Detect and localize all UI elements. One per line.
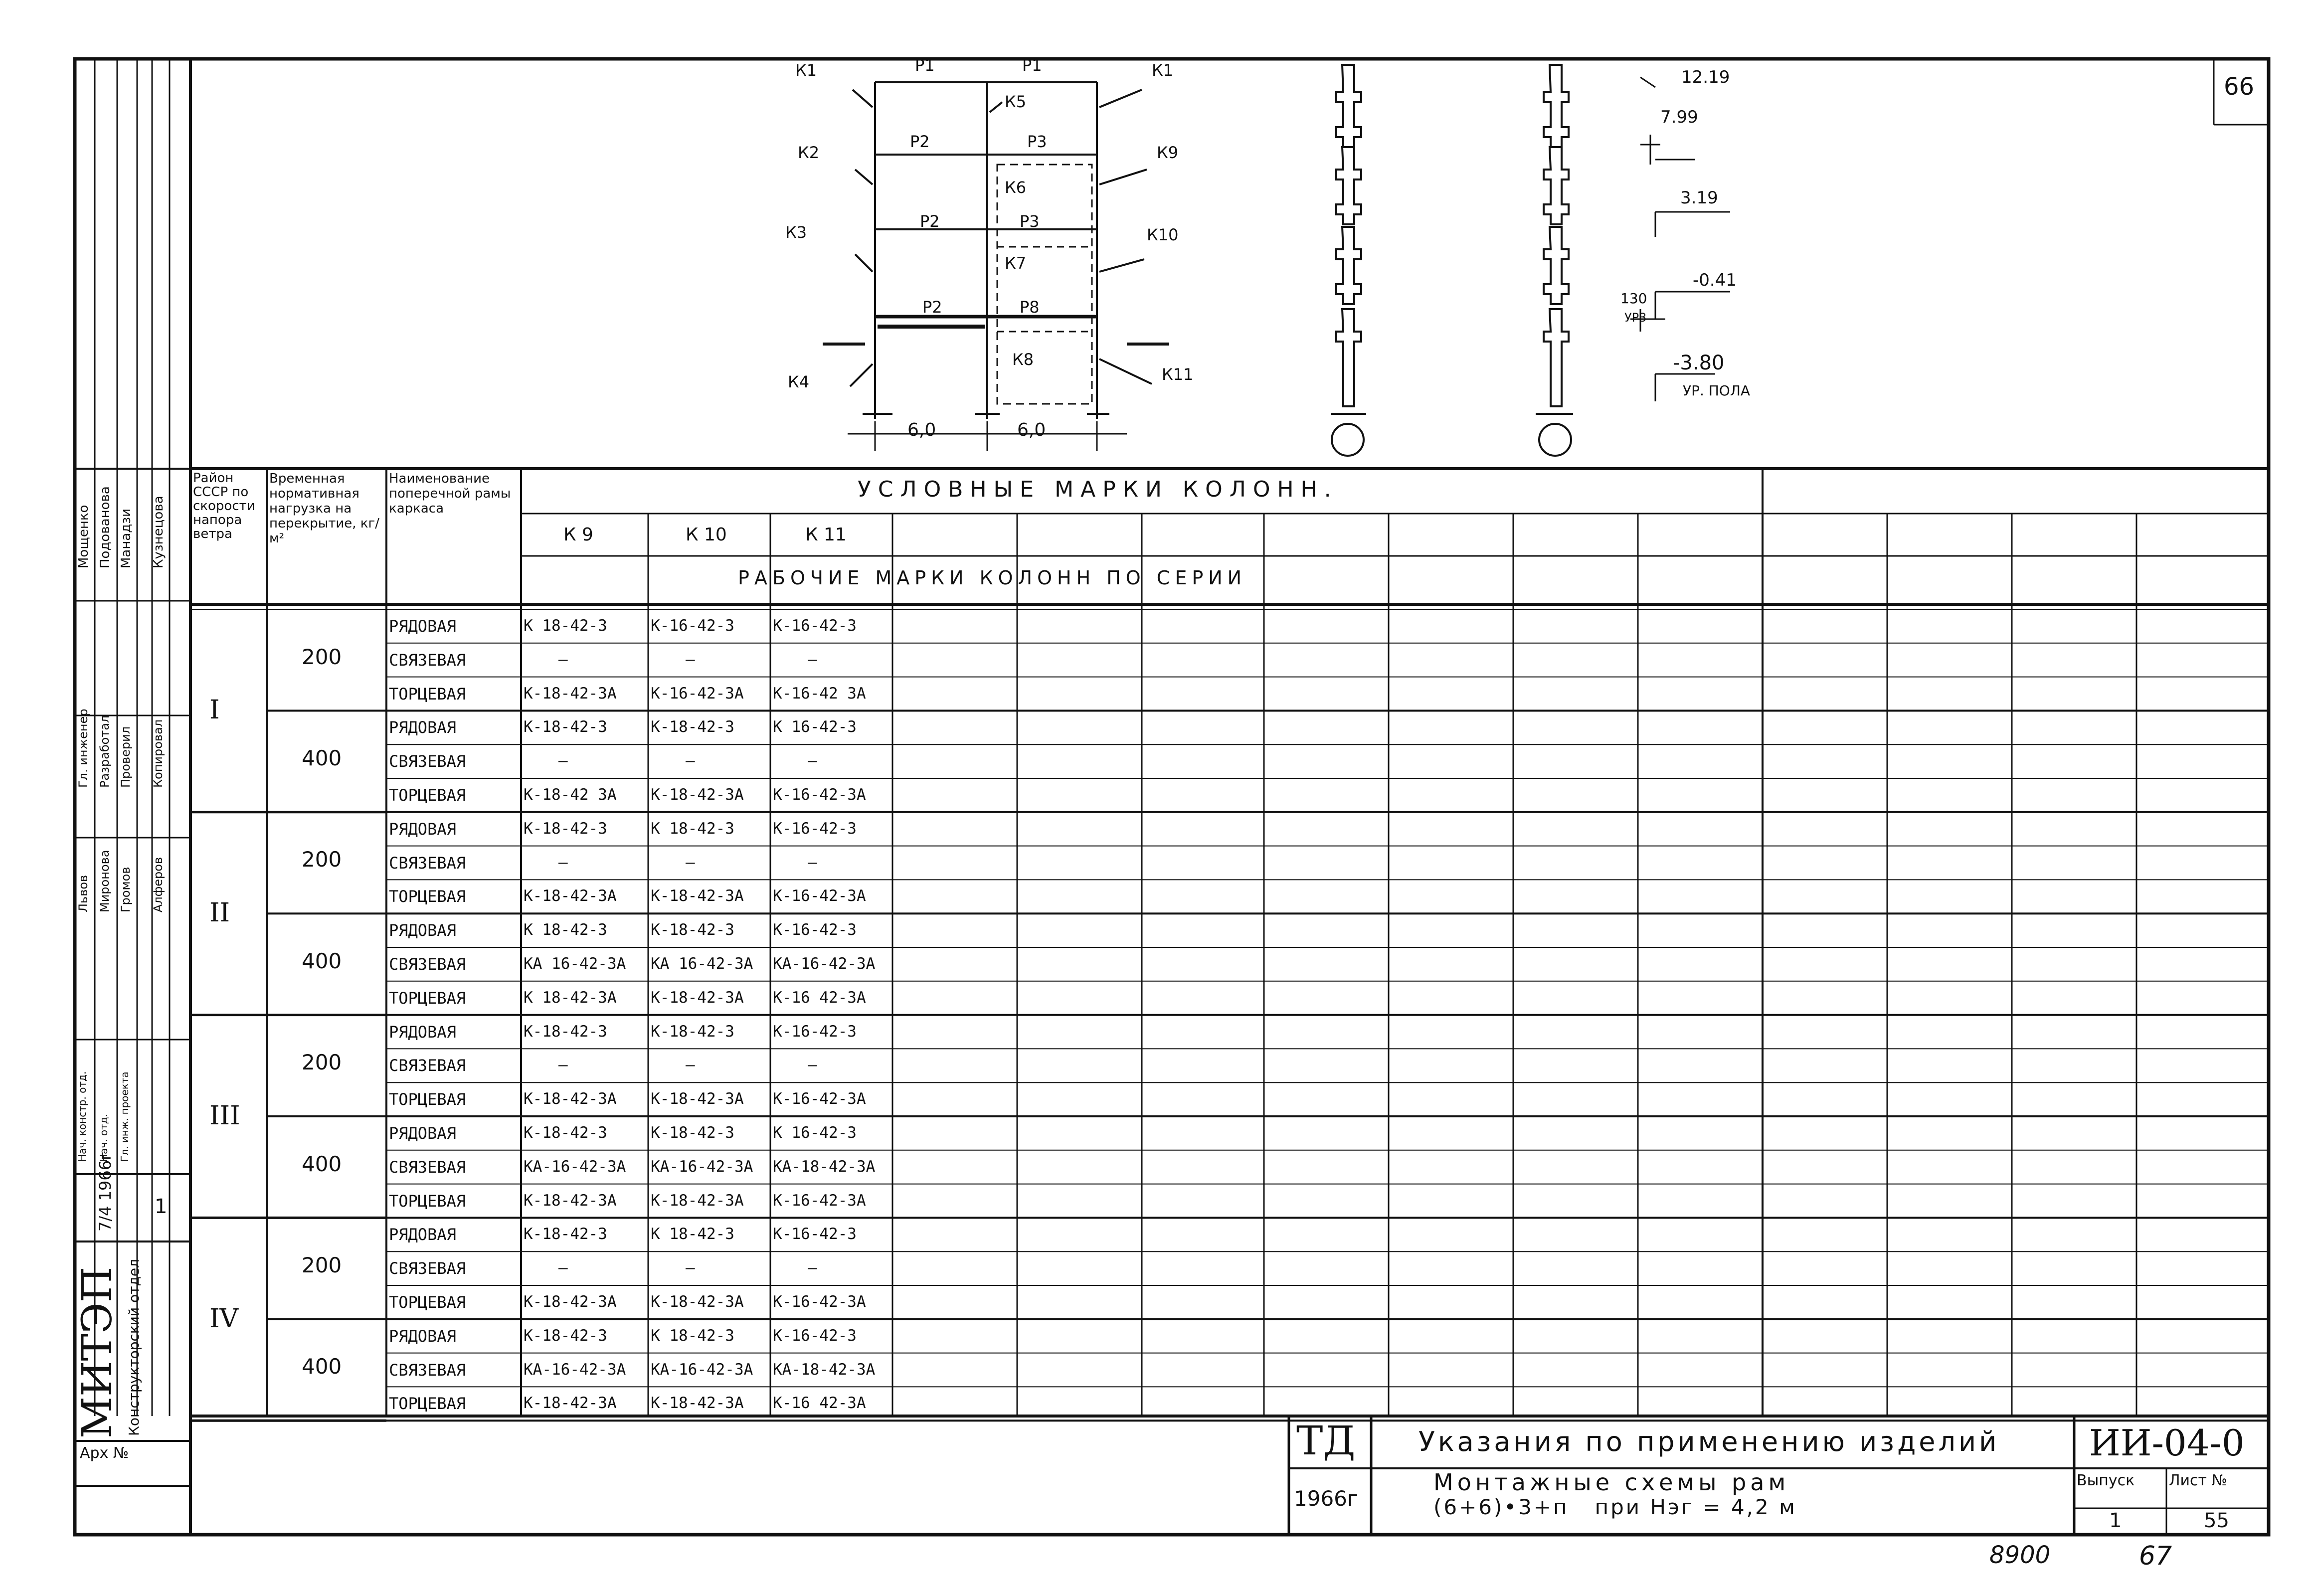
frame-type-cell: СВЯЗЕВАЯ — [389, 1157, 466, 1177]
diagram-label: К8 — [1012, 350, 1034, 369]
column-mark-cell: К-18-42-3А — [651, 988, 744, 1007]
column-mark-cell: К-18-42-3А — [651, 1090, 744, 1108]
frame-type-cell: ТОРЦЕВАЯ — [389, 1090, 466, 1109]
frame-type-cell: РЯДОВАЯ — [389, 1124, 456, 1143]
issue-label: Выпуск — [2077, 1472, 2135, 1489]
column-mark-cell: КА-16-42-3А — [651, 1360, 753, 1379]
column-mark-cell: К-18-42 3А — [524, 786, 617, 804]
header-conditional-marks: УСЛОВНЫЕ МАРКИ КОЛОНН. — [858, 477, 1338, 502]
elevation-minus-0-41: -0.41 — [1693, 270, 1737, 290]
frame-type-cell: ТОРЦЕВАЯ — [389, 1191, 466, 1211]
header-region: Район СССР по скорости напора ветра — [193, 471, 255, 541]
approval-date: 7/4 1966г — [96, 1152, 115, 1232]
column-mark-cell: — — [558, 752, 568, 770]
column-mark-cell: — — [558, 853, 568, 872]
diagram-label: Р2 — [910, 132, 930, 151]
column-mark-cell: КА-16-42-3А — [773, 955, 876, 973]
diagram-label: К11 — [1162, 365, 1194, 384]
document-subtitle: Монтажные схемы рам — [1433, 1469, 1790, 1496]
footer-number-left: 8900 — [1989, 1541, 2051, 1569]
diagram-label: Р8 — [1020, 298, 1040, 317]
column-mark-cell: — — [808, 1056, 817, 1074]
signer-role: Проверил — [119, 726, 133, 788]
diagram-label: К3 — [785, 223, 807, 242]
load-value: 400 — [302, 948, 342, 973]
signer-role: Разработал — [98, 715, 112, 788]
column-mark-cell: — — [686, 1056, 695, 1074]
wind-region: III — [209, 1100, 240, 1131]
frame-type-cell: РЯДОВАЯ — [389, 1225, 456, 1244]
frame-type-cell: СВЯЗЕВАЯ — [389, 1259, 466, 1278]
frame-type-cell: СВЯЗЕВАЯ — [389, 853, 466, 873]
column-mark-cell: К-18-42-3А — [651, 887, 744, 905]
frame-type-cell: ТОРЦЕВАЯ — [389, 1293, 466, 1312]
column-mark-cell: К-18-42-3 — [524, 1225, 607, 1243]
column-mark-cell: КА 16-42-3А — [651, 955, 753, 973]
year-stamp: 1966г — [1294, 1486, 1358, 1511]
diagram-label: Р1 — [915, 56, 935, 75]
column-mark-cell: К-16-42-3А — [773, 1191, 866, 1210]
diagram-label: Р2 — [920, 212, 940, 231]
signer-role: Нач. отд. — [98, 1114, 110, 1162]
column-mark-cell: — — [558, 650, 568, 669]
wind-region: IV — [209, 1303, 239, 1334]
diagram-label: К2 — [798, 143, 820, 162]
load-value: 200 — [302, 644, 342, 669]
column-mark-cell: — — [686, 752, 695, 770]
footer-number-right: 67 — [2139, 1541, 2172, 1571]
column-mark-cell: К-16-42-3 — [773, 921, 857, 939]
load-value: 200 — [302, 1252, 342, 1277]
frame-type-cell: ТОРЦЕВАЯ — [389, 684, 466, 704]
diagram-label: К7 — [1005, 254, 1027, 273]
frame-type-cell: СВЯЗЕВАЯ — [389, 955, 466, 974]
column-mark-cell: К 18-42-3 — [651, 1326, 734, 1345]
frame-type-cell: СВЯЗЕВАЯ — [389, 1360, 466, 1380]
load-value: 200 — [302, 847, 342, 872]
signer-name: Львов — [76, 875, 90, 912]
column-mark-cell: К-18-42-3 — [524, 1326, 607, 1345]
column-mark-cell: КА-18-42-3А — [773, 1360, 876, 1379]
column-mark-cell: К-16 42-3А — [773, 1394, 866, 1413]
column-mark-cell: К-18-42-3 — [651, 718, 734, 736]
header-col-k10: К 10 — [686, 525, 727, 545]
diagram-label: К1 — [795, 61, 817, 80]
column-mark-cell: К-18-42-3А — [524, 887, 617, 905]
diagram-label: Р3 — [1027, 132, 1047, 151]
column-mark-cell: К-18-42-3 — [651, 1124, 734, 1142]
frame-type-cell: СВЯЗЕВАЯ — [389, 752, 466, 771]
elevation-7-99: 7.99 — [1660, 107, 1698, 127]
column-mark-cell: КА-16-42-3А — [524, 1360, 626, 1379]
column-mark-cell: — — [808, 1259, 817, 1277]
column-mark-cell: КА-16-42-3А — [524, 1157, 626, 1176]
column-mark-cell: К-16 42-3А — [773, 988, 866, 1007]
column-mark-cell: К-18-42-3А — [524, 1293, 617, 1311]
column-mark-cell: К-18-42-3 — [524, 1022, 607, 1041]
column-mark-cell: К-16-42-3А — [773, 1090, 866, 1108]
column-mark-cell: — — [558, 1056, 568, 1074]
column-mark-cell: К 18-42-3 — [524, 617, 607, 635]
column-mark-cell: К 16-42-3 — [773, 1124, 857, 1142]
frame-type-cell: РЯДОВАЯ — [389, 617, 456, 636]
frame-type-cell: РЯДОВАЯ — [389, 1326, 456, 1346]
floor-level-label: УР. ПОЛА — [1683, 382, 1751, 399]
column-mark-cell: КА-18-42-3А — [773, 1157, 876, 1176]
document-code: ИИ-04-0 — [2089, 1422, 2245, 1464]
frame-type-cell: СВЯЗЕВАЯ — [389, 1056, 466, 1075]
column-mark-cell: К-18-42-3А — [651, 786, 744, 804]
column-mark-cell: К-16-42-3А — [773, 887, 866, 905]
column-mark-cell: К 18-42-3 — [651, 1225, 734, 1243]
column-mark-cell: К-18-42-3 — [651, 1022, 734, 1041]
load-value: 400 — [302, 1354, 342, 1379]
td-stamp: ТД — [1296, 1418, 1356, 1464]
archive-label: Арх № — [80, 1444, 129, 1462]
diagram-label: К1 — [1152, 61, 1174, 80]
diagram-label: Р2 — [922, 298, 942, 317]
span-dimension: 6,0 — [1017, 420, 1046, 440]
column-mark-cell: К-16-42-3 — [773, 1225, 857, 1243]
header-load: Временная нормативная нагрузка на перекрытие, кг/м² — [269, 471, 379, 546]
diagram-label: К6 — [1005, 178, 1027, 197]
column-mark-cell: К-16-42-3А — [773, 786, 866, 804]
column-mark-cell: — — [808, 853, 817, 872]
signer-name: Манадзи — [119, 509, 134, 568]
elevation-12-19: 12.19 — [1681, 67, 1730, 87]
column-mark-cell: К-16-42-3 — [773, 1326, 857, 1345]
column-mark-cell: К 18-42-3А — [524, 988, 617, 1007]
sheet-label: Лист № — [2169, 1472, 2227, 1489]
load-value: 400 — [302, 745, 342, 770]
column-mark-cell: — — [808, 752, 817, 770]
load-value: 400 — [302, 1151, 342, 1176]
approval-number: 1 — [155, 1195, 168, 1218]
column-mark-cell: К-16-42-3 — [773, 819, 857, 838]
diagram-label: К10 — [1147, 225, 1179, 244]
wind-region: II — [209, 898, 230, 928]
column-mark-cell: К-16-42 3А — [773, 684, 866, 703]
column-mark-cell: К-18-42-3 — [524, 718, 607, 736]
signer-name: Алферов — [151, 857, 165, 912]
signer-name: Громов — [119, 867, 133, 912]
document-formula: (6+6)•3+п при Нэг = 4,2 м — [1433, 1495, 1797, 1519]
document-title: Указания по применению изделий — [1419, 1426, 2000, 1457]
header-frame: Наименование поперечной рамы каркаса — [389, 471, 511, 516]
sheet-number-top: 66 — [2224, 73, 2255, 101]
column-mark-cell: К-16-42-3А — [773, 1293, 866, 1311]
frame-type-cell: ТОРЦЕВАЯ — [389, 786, 466, 805]
wind-region: I — [209, 695, 220, 725]
signer-role: Гл. инженер — [76, 709, 90, 788]
column-mark-cell: — — [808, 650, 817, 669]
column-mark-cell: К 16-42-3 — [773, 718, 857, 736]
column-mark-cell: К-18-42-3 — [524, 1124, 607, 1142]
header-working-marks: РАБОЧИЕ МАРКИ КОЛОНН ПО СЕРИИ — [738, 567, 1247, 589]
diagram-label: Р1 — [1022, 56, 1042, 75]
header-col-k11: К 11 — [805, 525, 847, 545]
column-mark-cell: К-18-42-3 — [524, 819, 607, 838]
column-mark-cell: К-18-42-3А — [524, 1191, 617, 1210]
column-mark-cell: К-18-42-3 — [651, 921, 734, 939]
column-mark-cell: — — [686, 853, 695, 872]
frame-type-cell: ТОРЦЕВАЯ — [389, 988, 466, 1008]
column-mark-cell: К-18-42-3А — [651, 1394, 744, 1413]
diagram-label: Р3 — [1020, 212, 1040, 231]
column-mark-cell: КА-16-42-3А — [651, 1157, 753, 1176]
diagram-label: К5 — [1005, 92, 1027, 111]
column-mark-cell: КА 16-42-3А — [524, 955, 626, 973]
diagram-label: К9 — [1157, 143, 1179, 162]
signer-name: Кузнецова — [151, 496, 166, 568]
frame-type-cell: ТОРЦЕВАЯ — [389, 887, 466, 906]
dept-name: Конструкторский отдел — [126, 1258, 142, 1436]
frame-type-cell: РЯДОВАЯ — [389, 921, 456, 940]
column-mark-cell: К-16-42-3 — [773, 1022, 857, 1041]
column-mark-cell: К-16-42-3 — [773, 617, 857, 635]
org-name: МИТЭП — [74, 1266, 121, 1438]
frame-type-cell: РЯДОВАЯ — [389, 718, 456, 737]
column-mark-cell: — — [558, 1259, 568, 1277]
span-dimension: 6,0 — [907, 420, 936, 440]
header-col-k9: К 9 — [563, 525, 593, 545]
signer-name: Подованова — [98, 486, 113, 568]
column-mark-cell: К 18-42-3 — [651, 819, 734, 838]
issue-number: 1 — [2109, 1509, 2122, 1532]
column-mark-cell: К-18-42-3А — [651, 1293, 744, 1311]
signer-name: Мощенко — [76, 505, 91, 568]
frame-type-cell: СВЯЗЕВАЯ — [389, 650, 466, 670]
frame-type-cell: ТОРЦЕВАЯ — [389, 1394, 466, 1414]
frame-type-cell: РЯДОВАЯ — [389, 819, 456, 839]
column-mark-cell: К-16-42-3А — [651, 684, 744, 703]
column-mark-cell: К-16-42-3 — [651, 617, 734, 635]
elevation-3-19: 3.19 — [1680, 188, 1718, 208]
column-mark-cell: К-18-42-3А — [651, 1191, 744, 1210]
sheet-number: 55 — [2204, 1509, 2229, 1532]
level-ur3-label: УР3 — [1624, 311, 1647, 325]
diagram-label: К4 — [788, 372, 810, 391]
signer-name: Миронова — [98, 850, 112, 912]
elevation-minus-3-80: -3.80 — [1673, 352, 1725, 374]
signer-role: Гл. инж. проекта — [119, 1071, 131, 1162]
signer-role: Нач. констр. отд. — [76, 1071, 88, 1162]
frame-elevation-diagram — [823, 65, 1730, 456]
load-value: 200 — [302, 1050, 342, 1075]
column-mark-cell: К-18-42-3А — [524, 684, 617, 703]
column-mark-cell: — — [686, 1259, 695, 1277]
level-130-label: 130 — [1620, 290, 1647, 307]
frame-type-cell: РЯДОВАЯ — [389, 1022, 456, 1042]
column-mark-cell: К-18-42-3А — [524, 1090, 617, 1108]
column-mark-cell: — — [686, 650, 695, 669]
column-mark-cell: К 18-42-3 — [524, 921, 607, 939]
signer-role: Копировал — [151, 719, 165, 788]
column-mark-cell: К-18-42-3А — [524, 1394, 617, 1413]
